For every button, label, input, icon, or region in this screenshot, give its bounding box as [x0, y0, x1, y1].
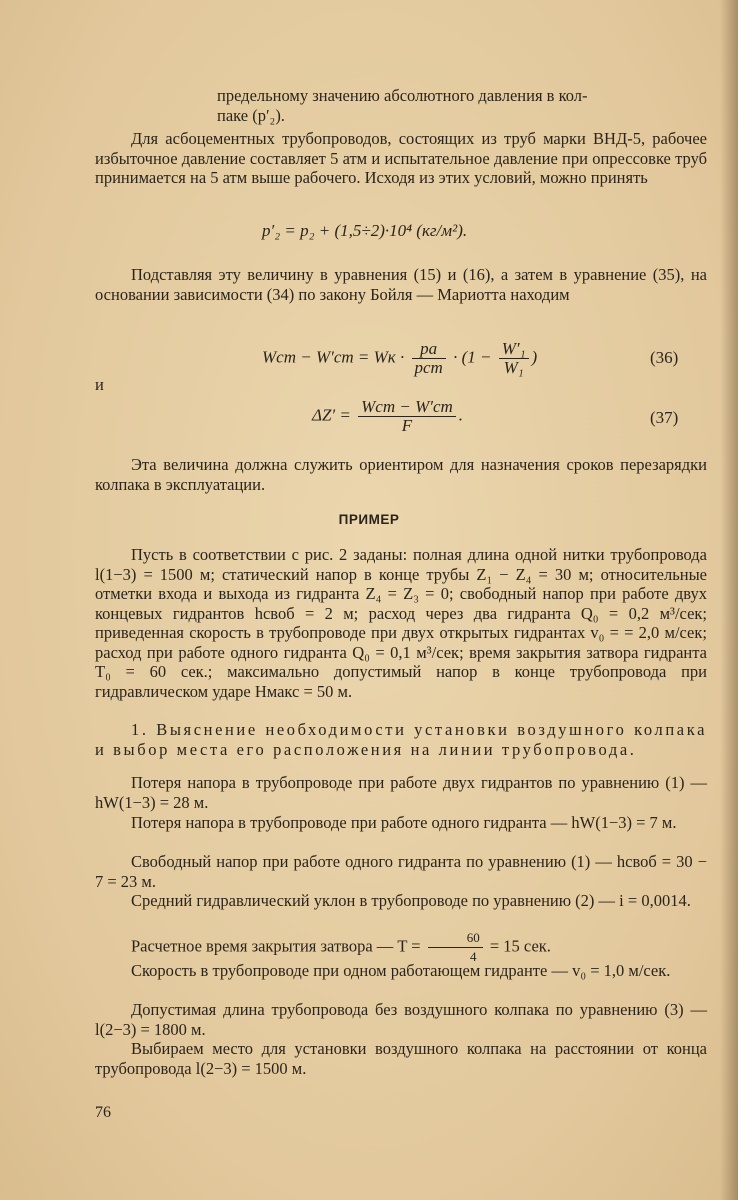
eq37-lhs: ΔZ′ = [312, 405, 356, 425]
page-number: 76 [95, 1104, 111, 1121]
page-spine-shadow [720, 0, 738, 1200]
equation-37 [312, 398, 463, 435]
paragraph-substitution: Подставляя эту величину в уравнения (15) и (16), а затем в уравнение (35), на основании зависимости (34) по закону Бойля — Мариотта находим [95, 265, 707, 304]
equation-number-37: (37) [650, 408, 679, 427]
eq36-fraction-pressure [412, 340, 446, 377]
eq37-end: . [458, 405, 464, 425]
eq36-frac1-numerator: pа [412, 340, 446, 359]
paragraph-loss-two-hydrants: Потеря напора в трубопроводе при работе двух гидрантов по уравнению (1) — hW(1−3) = 28 м. [95, 773, 707, 812]
eq37-denominator: F [401, 416, 413, 435]
paragraph-velocity: Скорость в трубопроводе при одном работающем гидранте — v₀ = 1,0 м/сек. [131, 961, 671, 980]
paragraph-choose-location: Выбираем место для установки воздушного колпака на расстоянии от конца трубопровода l(2−3) = 1500 м. [95, 1039, 707, 1078]
top-paragraph-line2: паке (p′₂). [217, 106, 285, 125]
closure-denominator: 4 [470, 949, 477, 964]
item-1-title: 1. Выяснение необходимости установки воздушного колпака и выбор места его расположения на линии трубопровода. [95, 720, 707, 759]
eq36-frac2-numerator: W′₁ [499, 340, 529, 359]
paragraph-hydraulic-slope: Средний гидравлический уклон в трубопроводе по уравнению (2) — i = 0,0014. [131, 891, 691, 910]
eq36-end: ) [531, 347, 538, 367]
eq36-frac2-denominator: W₁ [503, 358, 524, 377]
eq36-lhs: Wст − W′ст = Wк · [262, 347, 409, 367]
equation-36 [262, 340, 537, 377]
eq36-frac1-denominator: pст [414, 358, 443, 377]
equation-number-36: (36) [650, 348, 679, 367]
paragraph-loss-one-hydrant: Потеря напора в трубопроводе при работе одного гидранта — hW(1−3) = 7 м. [131, 813, 677, 832]
eq37-fraction [358, 398, 456, 435]
top-paragraph-line1: предельному значению абсолютного давления в кол- [217, 86, 588, 105]
paragraph-allowed-length: Допустимая длина трубопровода без воздушного колпака по уравнению (3) — l(2−3) = 1800 м. [95, 1000, 707, 1039]
paragraph-guide: Эта величина должна служить ориентиром для назначения сроков перезарядки колпака в эксплуатации. [95, 455, 707, 494]
closure-numerator: 60 [428, 929, 483, 948]
eq36-fraction-volume [499, 340, 529, 377]
paragraph-free-head: Свободный напор при работе одного гидранта по уравнению (1) — hсвоб = 30 − 7 = 23 м. [95, 852, 707, 891]
closure-text: Расчетное время закрытия затвора — T = [131, 936, 425, 956]
eq36-mid: · (1 − [448, 347, 496, 367]
heading-example: ПРИМЕР [338, 512, 400, 527]
paragraph-given-data: Пусть в соответствии с рис. 2 заданы: полная длина одной нитки трубопровода l(1−3) = 1500 м; статический напор в конце трубы Z₁ − Z₄ = 30 м; относительные отметки входа и выхода из гидранта Z₄ = Z₃ = 0; свободный напор при работе двух концевых гидрантов hсвоб = 2 м; расход через два гидранта Q₀ = 0,2 м³/сек; приведенная скорость в трубопроводе при двух открытых гидрантах v₀ = = 2,0 м/сек; расход при работе одного гидранта Q₀ = 0,1 м³/сек; время закрытия затвора гидранта T₀ = 60 сек.; максимально допустимый напор в конце трубопровода при гидравлическом ударе Hмакс = 50 м. [95, 545, 707, 701]
paragraph-asbestos-pipes: Для асбоцементных трубопроводов, состоящих из труб марки ВНД-5, рабочее избыточное давление составляет 5 атм и испытательное давление при опрессовке труб принимается на 5 атм выше рабочего. Исходя из этих условий, можно принять [95, 129, 707, 187]
closure-result: = 15 сек. [485, 936, 551, 956]
formula-p2: p′₂ = p₂ + (1,5÷2)·10⁴ (кг/м²). [262, 221, 468, 240]
conjunction-and: и [95, 375, 104, 394]
eq37-numerator: Wст − W′ст [358, 398, 456, 417]
